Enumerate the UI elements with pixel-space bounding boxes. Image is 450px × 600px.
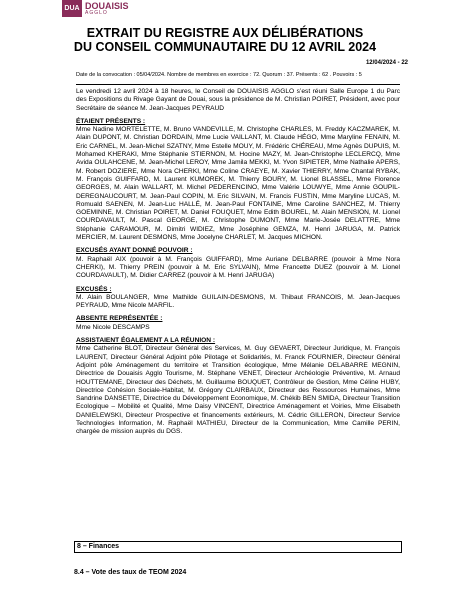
pouvoir-section	[76, 247, 400, 280]
title-line-1: EXTRAIT DU REGISTRE AUX DÉLIBÉRATIONS	[86, 26, 364, 40]
presents-title: ÉTAIENT PRÉSENTS :	[76, 117, 146, 125]
absente-title: ABSENTE REPRÉSENTÉE :	[76, 315, 163, 323]
presents-section	[76, 118, 400, 242]
subsection-heading: 8.4 – Vote des taux de TEOM 2024	[74, 569, 187, 576]
presents-list: Mme Nadine MORTELETTE, M. Bruno VANDEVILLE, M. Christophe CHARLES, M. Freddy KACZMAREK, M. Alain DUPONT, M. Christian DORDAIN, Mme Lucie VAILLANT, M. Claude HÉGO, Mme Maryline FENAIN, M. Eric CARNEL, M. Jean-Michel SZATNY, Mme Estelle MOUY, M. Frédéric CHÉREAU, Mme Agnès DUPUIS, M. Mohamed KHERAKI, Mme Stéphanie STIERNON, M. Hocine MAZY, M. Jean-Christophe LECLERCQ, Mme Avida OULAHCENE, M. Jean-Michel LEROY, Mme Jamila MEKKI, M. Yvon SIPIETER, Mme Nathalie APERS, M. Robert DOZIERE, Mme Nora CHERKI, Mme Coline CRAEYE, M. Xavier THIERRY, Mme Chantal RYBAK, M. François GUIFFARD, M. Laurent KUMOREK, M. Thierry BOURY, M. Lionel BLASSEL, Mme Florence GEORGES, M. Alain WALLART, M. Michel PEDERENCINO, Mme Valérie LOUWYE, Mme Annie GOUPIL-DEREGNAUCOURT, M. Jean-Paul COPIN, M. Eric SILVAIN, M. Francis FUSTIN, Mme Maryline LUCAS, M. Romuald SAENEN, M. Jean-Luc HALLÉ, M. Jean-Paul FONTAINE, Mme Caroline SANCHEZ, M. Thierry GOEMINNE, M. Christian POIRET, M. Daniel FOUQUET, Mme Edith BOUREL, M. Alain MENSION, M. Lionel COURDAVAULT, M. Pascal GEORGE, M. Christophe DUMONT, Mme Marie-Josée DELATTRE, Mme Stéphanie CARAMOUR, M. Dimitri WIDIEZ, Mme Joséphine GEMZA, M. Henri JARUGA, M. Patrick MERCIER, M. Laurent DESMONS, Mme Jocelyne CHARLET, M. Jacques MICHON.	[76, 126, 400, 242]
assist-title: ASSISTAIENT ÉGALEMENT A LA RÉUNION :	[76, 337, 216, 345]
logo-sub: AGGLO	[85, 9, 108, 16]
logo	[62, 0, 129, 17]
excuses-list: M. Alain BOULANGER, Mme Mathilde GUILAIN-DESMONS, M. Thibaut FRANCOIS, M. Jean-Jacques PEYRAUD, Mme Nicole MARFIL.	[76, 293, 400, 310]
intro-paragraph: Le vendredi 12 avril 2024 à 18 heures, le Conseil de DOUAISIS AGGLO s’est réuni Salle Europe 1 du Parc des Expositions du Rivage Gayant de Douai, sous la présidence de M. Christian POIRET, Président, avec pour Secrétaire de séance M. Jean-Jacques PEYRAUD	[76, 88, 400, 112]
convocation-info: Date de la convocation : 05/04/2024. Nombre de membres en exercice : 72. Quorum : 37. Présents : 62 . Pouvoirs : 5	[76, 72, 362, 78]
logo-name: DOUAISIS	[85, 0, 129, 11]
absente-list: Mme Nicole DESCAMPS	[76, 323, 150, 331]
excuses-section	[76, 286, 400, 311]
section-heading: 8 – Finances	[74, 541, 402, 553]
absente-section	[76, 315, 400, 332]
logo-mark: DUA	[62, 0, 82, 17]
assist-list: Mme Catherine BLOT, Directeur Général des Services, M. Guy GEVAERT, Directeur Juridique, M. François LAURENT, Directeur Général Adjoint pôle Pilotage et Solidarités, M. Franck FOURNIER, Directeur Général Adjoint pôle Aménagement du territoire et Transition écologique, Mme Mélanie DELABARRE MEGNIN, Directrice de Douaisis Agglo Tourisme, M. Stéphane VENET, Directeur Archéologie Préventive, M. Arnaud HOUTTEMANE, Directeur des Déchets, M. Guillaume BOUQUET, Contrôleur de Gestion, Mme Céline HUBY, Directrice Cohésion Sociale-Habitat, M. Grégory CLAIRBAUX, Directeur des Ressources Humaines, Mme Sandrine DANSETTE, Directrice du Développement Economique, M. Chékib BEN SMIDA, Directeur Transition Ecologique – Mobilité et Qualité, Mme Daisy VINCENT, Directrice Aménagement et Voiries, Mme Elisabeth DANIELEWSKI, Directeur Prospective et financements extérieurs, M. Cédric GILLERON, Directeur Service Technologies Information, M. Raphaël MATHIEU, Directeur de la Communication, Mme Camille PERIN, chargée de mission auprès du DGS.	[76, 345, 400, 436]
logo-text	[85, 2, 129, 16]
excuses-title: EXCUSÉS :	[76, 285, 112, 293]
assist-section	[76, 337, 400, 437]
deliberation-reference: 12/04/2024 - 22	[365, 60, 408, 66]
agenda-block	[74, 541, 402, 576]
document-body	[76, 88, 400, 442]
title-line-2: DU CONSEIL COMMUNAUTAIRE DU 12 AVRIL 2024	[73, 40, 377, 54]
document-title	[0, 26, 450, 54]
pouvoir-title: EXCUSÉS AYANT DONNÉ POUVOIR :	[76, 247, 193, 255]
divider	[76, 84, 400, 85]
pouvoir-list: M. Raphaël AIX (pouvoir à M. François GUIFFARD), Mme Auriane DELBARRE (pouvoir à Mme Nora CHERKI), M. Thierry PREIN (pouvoir à M. Eric SYLVAIN), Mme Francette DUEZ (pouvoir à M. Lionel COURDAVAULT), M. Didier CARREZ (pouvoir à M. Henri JARUGA)	[76, 255, 400, 280]
